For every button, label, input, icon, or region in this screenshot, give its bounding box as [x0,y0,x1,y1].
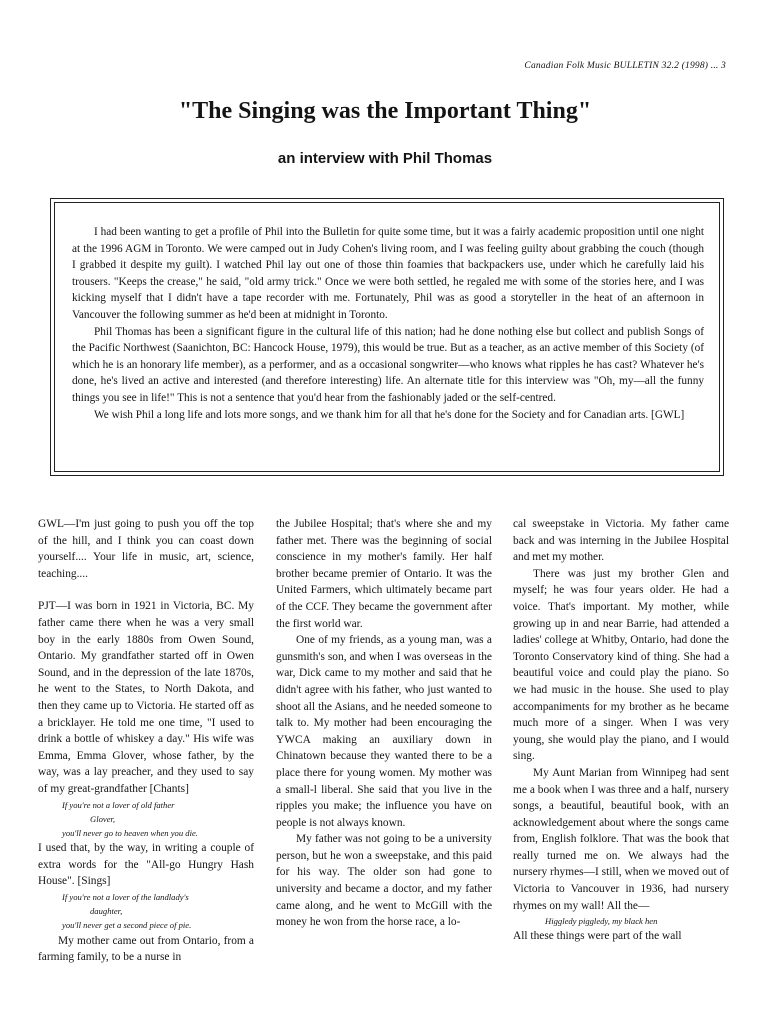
introduction-box [50,198,724,476]
lyric-line: Glover, [90,813,116,824]
intro-paragraph: Phil Thomas has been a significant figure in the cultural life of this nation; had he done nothing else but collect and publish Songs of the Pacific Northwest (Saanichton, BC: Hancock House, 1979), this would be true. But as a teacher, as an active member of this Society (of which he is an honorary life member), as a performer, and as a occasional songwriter—who knows what ripples he has cast? Whatever he's done, he's lived an active and interested (and therefore interesting) life. An alternate title for this interview was "Oh, my—all the funny things you see in life!" This is not a sentence that you'd hear from the fashionably jaded or the self-centred. [72,325,704,404]
lyric-line: If you're not a lover of old father [62,799,175,810]
article-title: "The Singing was the Important Thing" [178,98,592,124]
interview-paragraph: One of my friends, as a young man, was a gunsmith's son, and when I was overseas in the war, Dick came to my mother and said that he didn't agree with his father, who just wanted to shoot all the Asians, and he needed someone to talk to. My mother had been encouraging the YWCA making an auxiliary down in Chinatown because they wanted there to be a place there for young women. My mother was a small-l liberal. She said that you live in the ripples you make; the influence you have on people is not always known. [276,634,492,829]
lyric-line: If you're not a lover of the landlady's [62,891,189,902]
song-lyric [38,890,254,933]
interview-paragraph: GWL—I'm just going to push you off the top of the hill, and I think you can coast down yourself.... Your life in music, art, science, teaching.... [38,518,254,580]
lyric-line: you'll never go to heaven when you die. [62,827,198,838]
text-column-2 [276,516,492,931]
song-lyric [513,914,729,928]
interview-paragraph: I used that, by the way, in writing a couple of extra words for the "All-go Hungry Hash House". [Sings] [38,842,254,888]
text-column-3 [513,516,729,945]
lyric-line: Higgledy piggledy, my black hen [545,916,658,927]
interview-paragraph: My mother came out from Ontario, from a farming family, to be a nurse in [38,934,254,964]
lyric-line: daughter, [90,906,123,917]
interview-paragraph: PJT—I was born in 1921 in Victoria, BC. My father came there when he was a very small boy in the early 1880s from Owen Sound, Ontario. My grandfather started off in Owen Sound, and in the depression of the late 1870s, he went to the States, to North Dakota, and then they came up to Victoria. He started off as a bricklayer. He told me one time, "I used to drink a bottle of whiskey a day." His wife was Emma, Emma Glover, whose father, by the way, was a lay preacher, and they used to say of my great-grandfather [Chants] [38,600,254,795]
interview-paragraph: There was just my brother Glen and myself; he was four years older. He had a voice. That's important. My mother, while growing up in and near Barrie, had attended a ladies' college at Whitby, Ontario, had done the Toronto Conservatory kind of thing. She had a beautiful voice and could play the piano. So we had music in the house. She used to play accompaniments for my brother as he became much more of a singer. When I was very young, she would play the piano, and I would sing. [513,567,729,763]
interview-paragraph: My Aunt Marian from Winnipeg had sent me a book when I was three and a half, nursery songs, a beautiful, beautiful book, with an acknowledgement about where the songs came from, English folklore. That was the book that really turned me on. We always had the nursery rhymes—I still, when we moved out of Victoria to Vancouver in 1936, had nursery rhymes on my wall! All the— [513,766,729,912]
running-head: Canadian Folk Music BULLETIN 32.2 (1998) ... 3 [524,61,726,71]
interview-paragraph: All these things were part of the wall [513,930,682,943]
interview-paragraph: cal sweepstake in Victoria. My father came back and was interning in the Jubilee Hospital and met my mother. [513,518,729,564]
interview-paragraph: the Jubilee Hospital; that's where she and my father met. There was the beginning of social conscience in my mother's family. Her half brother became premier of Ontario. It was the United Farmers, which ultimately became part of the CCF. They became the government after the first world war. [276,518,492,630]
introduction-box-inner-border [54,202,720,472]
text-column-1 [38,516,254,966]
intro-paragraph: I had been wanting to get a profile of Phil into the Bulletin for quite some time, but it was a fairly academic proposition until one night at the 1996 AGM in Toronto. We were camped out in Judy Cohen's living room, and I was feeling guilty about grabbing the couch (though I grabbed it despite my guilt). I watched Phil lay out one of those thin foamies that backpackers use, under which he carefully laid his trousers. "Keeps the crease," he said, "old army trick." Once we were both settled, he regaled me with some of the stories here, and I was kicking myself that I didn't have a tape recorder with me. Fortunately, Phil was as good a storyteller in the heat of an afternoon in Vancouver the following summer as he'd been at midnight in Toronto. [72,226,704,321]
lyric-line: you'll never get a second piece of pie. [62,920,192,931]
song-lyric [38,798,254,841]
intro-paragraph: We wish Phil a long life and lots more songs, and we thank him for all that he's done for the Society and for Canadian arts. [GWL] [94,408,685,421]
interview-paragraph: My father was not going to be a university person, but he won a sweepstake, and this paid for his way. The older son had gone to university and became a doctor, and my father came along, and he went to McGill with the money he won from the horse race, a lo- [276,833,492,929]
article-subtitle: an interview with Phil Thomas [277,150,493,167]
introduction-text [72,224,704,423]
